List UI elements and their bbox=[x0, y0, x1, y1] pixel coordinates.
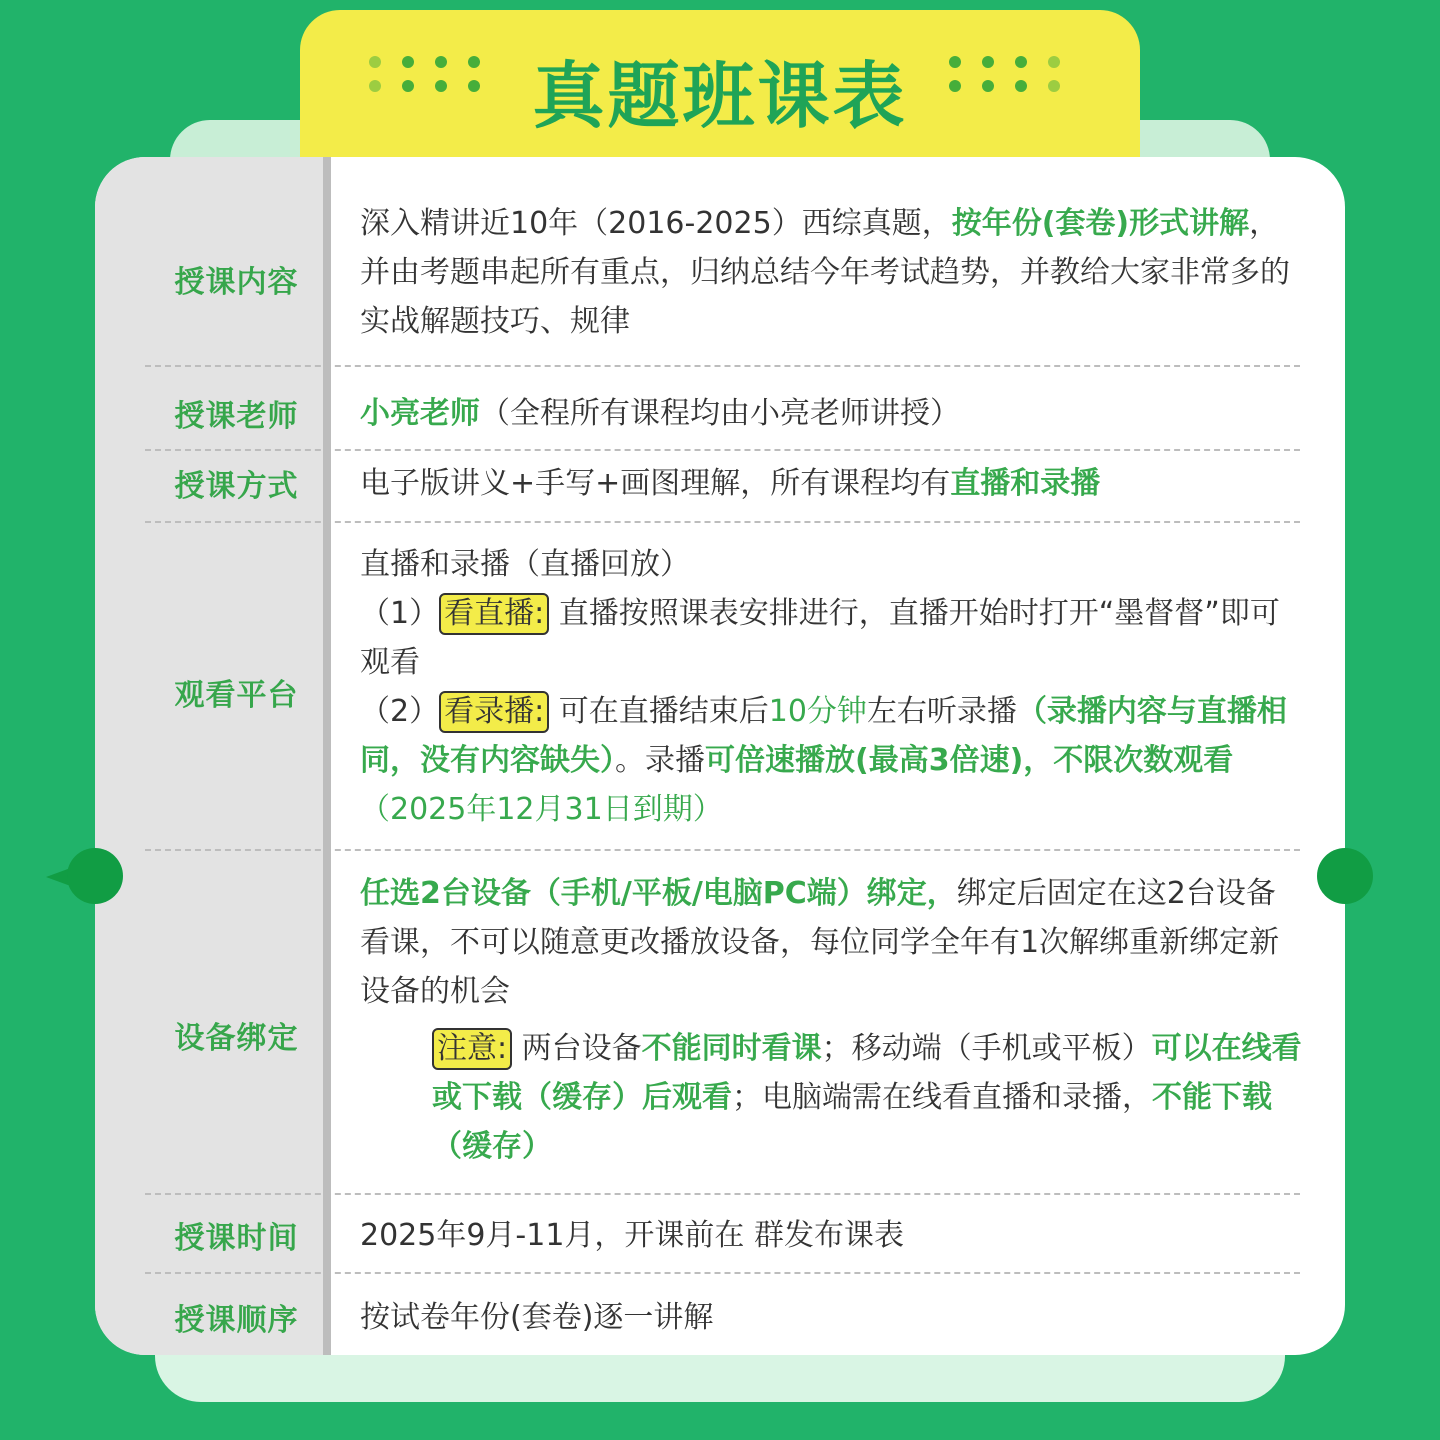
divider bbox=[145, 1193, 1300, 1195]
divider bbox=[145, 449, 1300, 451]
note-tag: 注意: bbox=[432, 1028, 512, 1070]
side-notch-right bbox=[1317, 848, 1373, 904]
watch-replay-tag: 看录播: bbox=[439, 691, 549, 733]
label-device: 设备绑定 bbox=[174, 1021, 299, 1056]
content-description: 深入精讲近10年（2016-2025）西综真题，按年份(套卷)形式讲解，并由考题串起所有重点，归纳总结今年考试趋势，并教给大家非常多的实战解题技巧、规律 bbox=[360, 206, 1290, 339]
label-content: 授课内容 bbox=[174, 265, 299, 300]
order-description: 按试卷年份(套卷)逐一讲解 bbox=[360, 1300, 714, 1335]
label-platform: 观看平台 bbox=[174, 678, 299, 713]
label-separator bbox=[323, 157, 331, 1355]
teacher-description: 小亮老师（全程所有课程均由小亮老师讲授） bbox=[360, 396, 960, 431]
divider bbox=[145, 1272, 1300, 1274]
divider bbox=[145, 365, 1300, 367]
label-order: 授课顺序 bbox=[174, 1303, 299, 1338]
schedule-card bbox=[95, 157, 1345, 1355]
method-description: 电子版讲义+手写+画图理解，所有课程均有直播和录播 bbox=[360, 466, 1101, 501]
watch-live-tag: 看直播: bbox=[439, 593, 549, 635]
time-description: 2025年9月-11月，开课前在 群发布课表 bbox=[360, 1218, 904, 1253]
label-method: 授课方式 bbox=[174, 469, 299, 504]
divider bbox=[145, 849, 1300, 851]
side-notch-left bbox=[67, 848, 123, 904]
platform-description: 直播和录播（直播回放） （1） 看直播: 直播按照课表安排进行，直播开始时打开“墨督督”即可观看 （2） 看录播: 可在直播结束后10分钟左右听录播（录播内容与直播相同，没有内容缺失）。录播可倍速播放(最高3倍速)，不限次数观看（2025年12月31日到期） bbox=[360, 547, 1287, 827]
decorative-dots-right bbox=[945, 56, 1065, 96]
label-column bbox=[95, 157, 323, 1355]
divider bbox=[145, 521, 1300, 523]
device-description: 任选2台设备（手机/平板/电脑PC端）绑定，绑定后固定在这2台设备看课，不可以随意更改播放设备，每位同学全年有1次解绑重新绑定新设备的机会 注意: 两台设备不能同时看课；移动端（手机或平板）可以在线看或下载（缓存）后观看；电脑端需在线看直播和录播，不能下载（缓存） bbox=[360, 876, 1302, 1164]
label-time: 授课时间 bbox=[174, 1221, 299, 1256]
label-teacher: 授课老师 bbox=[174, 399, 299, 434]
page-title: 真题班课表 bbox=[532, 54, 908, 138]
decorative-dots-left bbox=[365, 56, 485, 96]
